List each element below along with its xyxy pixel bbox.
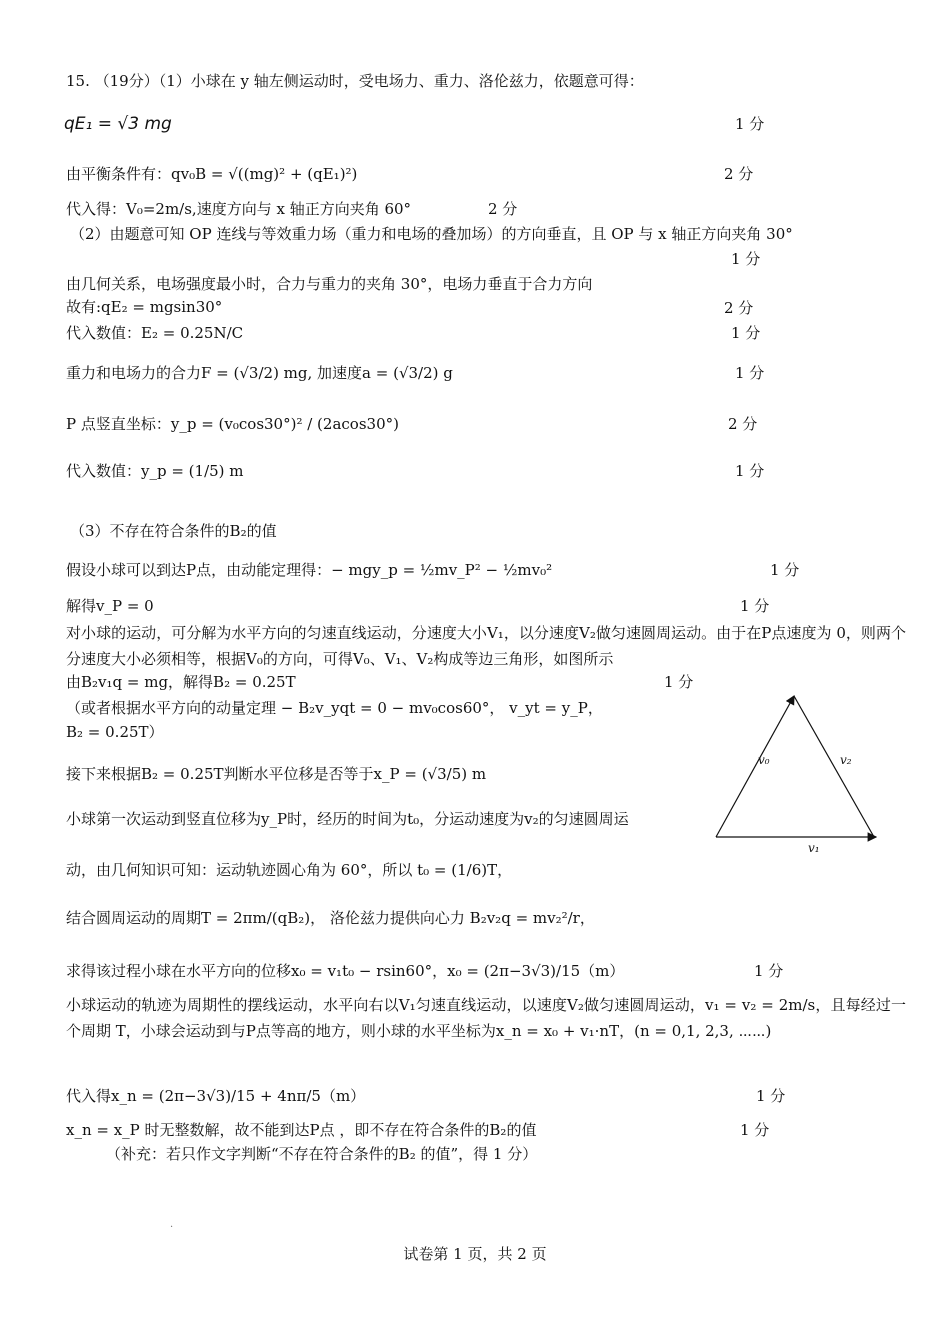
score-3: 2 分 (488, 200, 518, 218)
score-10: 1 分 (770, 561, 800, 579)
momentum-alternative: （或者根据水平方向的动量定理 − B₂v_yqt = 0 − mv₀cos60°， v_yt = y_P， (66, 699, 603, 717)
score-13: 1 分 (754, 962, 784, 980)
score-2: 2 分 (724, 165, 754, 183)
supplement-note: （补充：若只作文字判断“不存在符合条件的B₂ 的值”，得 1 分） (106, 1145, 538, 1163)
part2-intro: （2）由题意可知 OP 连线与等效重力场（重力和电场的叠加场）的方向垂直，且 OP 与 x 轴正方向夹角 30° (70, 225, 793, 243)
score-7: 1 分 (735, 364, 765, 382)
equation-qe2: 故有:qE₂ = mgsin30° (66, 298, 223, 316)
motion-decomposition: 对小球的运动，可分解为水平方向的匀速直线运动，分速度大小V₁，以分速度V₂做匀速圆周运动。由于在P点速度为 0，则两个分速度大小必须相等，根据V₀的方向，可得V₀、V₁、V₂构成等边三角形，如图所示 (66, 624, 906, 668)
result-vp: 解得v_P = 0 (66, 597, 154, 615)
kinetic-energy-theorem: 假设小球可以到达P点，由动能定理得：− mgy_p = ½mv_P² − ½mv₀² (66, 561, 553, 579)
equation-balance: 由平衡条件有：qv₀B = √((mg)² + (qE₁)²) (66, 165, 358, 183)
part3-intro: （3）不存在符合条件的B₂的值 (70, 522, 277, 540)
period-and-force: 结合圆周运动的周期T = 2πm/(qB₂)， 洛伦兹力提供向心力 B₂v₂q = mv₂²/r， (66, 909, 595, 927)
resultant-force: 重力和电场力的合力F = (√3/2) mg, 加速度a = (√3/2) g (66, 364, 453, 382)
score-8: 2 分 (728, 415, 758, 433)
geometry-relation: 由几何关系，电场强度最小时，合力与重力的夹角 30°，电场力垂直于合力方向 (66, 275, 593, 293)
horizontal-check: 接下来根据B₂ = 0.25T判断水平位移是否等于x_P = (√3/5) m (66, 765, 487, 783)
result-v0: 代入得：V₀=2m/s,速度方向与 x 轴正方向夹角 60° (66, 200, 412, 218)
stray-mark: · (170, 1222, 174, 1233)
result-yp: 代入数值：y_p = (1/5) m (66, 462, 244, 480)
score-1: 1 分 (735, 115, 765, 133)
cycloid-motion: 小球运动的轨迹为周期性的摆线运动，水平向右以V₁匀速直线运动，以速度V₂做匀速圆周运动，v₁ = v₂ = 2m/s，且每经过一个周期 T，小球会运动到与P点等高的地方，则小球的水平坐标为x_n = x₀ + v₁·nT，(n = 0,1, 2,3, ⋯⋯) (66, 996, 906, 1040)
score-5: 2 分 (724, 299, 754, 317)
score-15: 1 分 (740, 1121, 770, 1139)
equation-qe1: qE₁ = √3 mg (64, 114, 172, 134)
label-v0: v₀ (758, 753, 770, 767)
score-14: 1 分 (756, 1087, 786, 1105)
label-v2: v₂ (840, 753, 852, 767)
equation-b2: 由B₂v₁q = mg，解得B₂ = 0.25T (66, 673, 296, 691)
score-6: 1 分 (731, 324, 761, 342)
vector-v2 (794, 696, 874, 837)
score-9: 1 分 (735, 462, 765, 480)
score-12: 1 分 (664, 673, 694, 691)
page-footer: 试卷第 1 页，共 2 页 (403, 1245, 547, 1263)
result-x0: 求得该过程小球在水平方向的位移x₀ = v₁t₀ − rsin60°，x₀ = (2π−3√3)/15（m） (66, 962, 625, 980)
conclusion: x_n = x_P 时无整数解，故不能到达P点 ，即不存在符合条件的B₂的值 (66, 1121, 537, 1139)
score-11: 1 分 (740, 597, 770, 615)
equation-yp: P 点竖直坐标：y_p = (v₀cos30°)² / (2acos30°) (66, 415, 399, 433)
label-v1: v₁ (808, 841, 820, 855)
central-angle: 动，由几何知识可知：运动轨迹圆心角为 60°，所以 t₀ = (1/6)T， (66, 861, 513, 879)
result-xn: 代入得x_n = (2π−3√3)/15 + 4nπ/5（m） (66, 1087, 366, 1105)
result-e2: 代入数值：E₂ = 0.25N/C (66, 324, 244, 342)
q15-header: 15. （19分）（1）小球在 y 轴左侧运动时，受电场力、重力、洛伦兹力，依题意可得： (66, 72, 644, 90)
vector-v0 (716, 696, 794, 837)
momentum-result: B₂ = 0.25T） (66, 723, 164, 741)
first-vertical-displacement: 小球第一次运动到竖直位移为y_P时，经历的时间为t₀，分运动速度为v₂的匀速圆周运 (66, 810, 629, 828)
velocity-triangle-diagram (708, 686, 908, 866)
score-4: 1 分 (731, 250, 761, 268)
